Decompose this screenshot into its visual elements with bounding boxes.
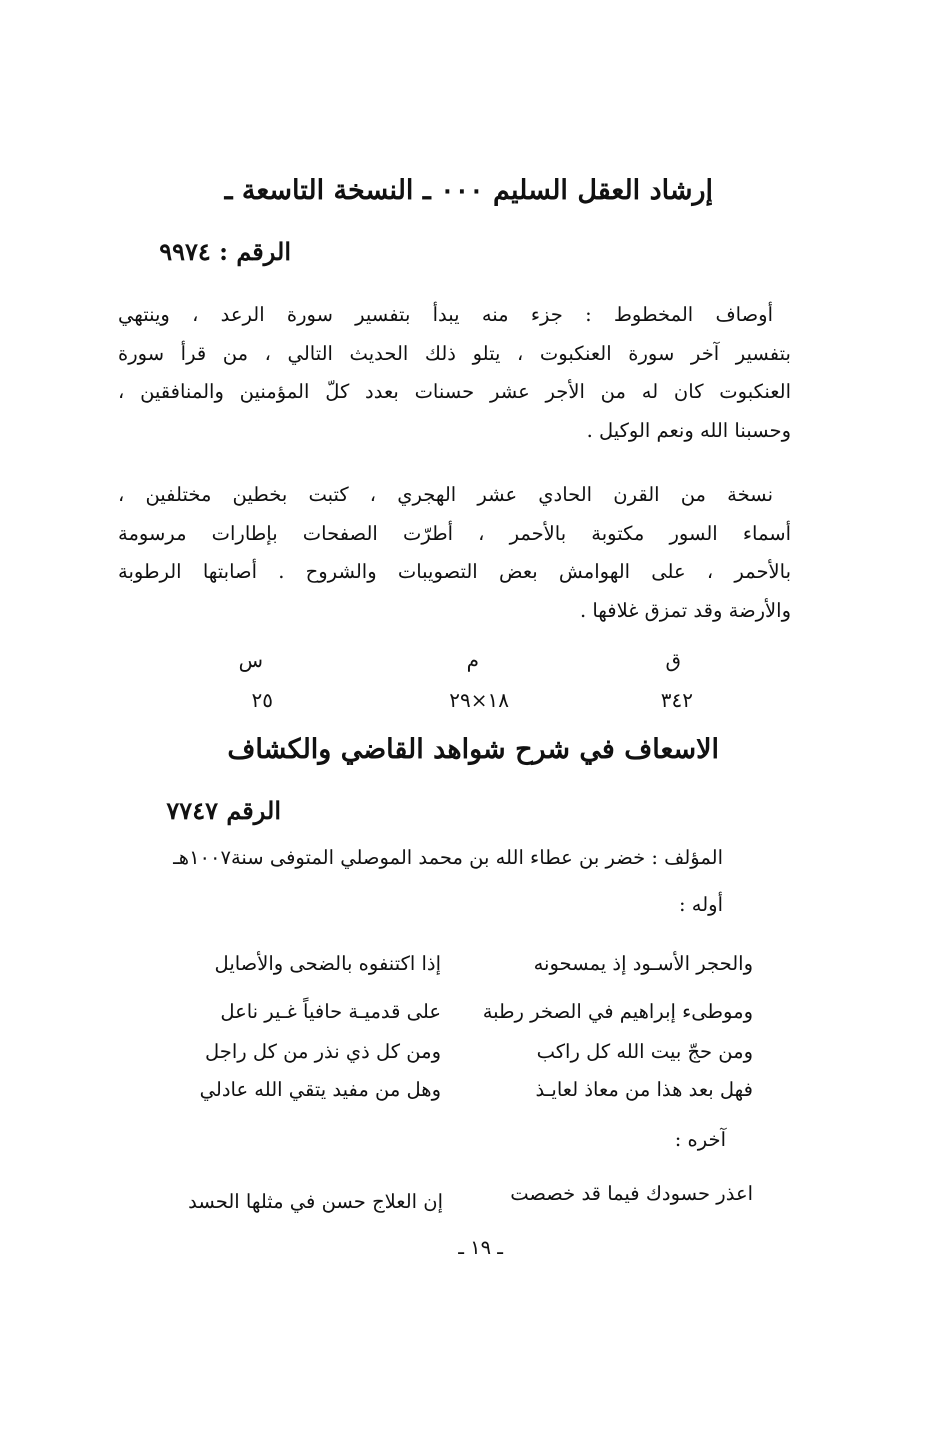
- section1-title: إرشاد العقل السليم ٠٠٠ ـ النسخة التاسعة ـ: [224, 175, 713, 206]
- description-line: وحسبنا الله ونعم الوكيل .: [586, 418, 791, 442]
- verse-right: والحجر الأسـود إذ يمسحونه: [533, 952, 753, 975]
- ending-verse-left: إن العلاج حسن في مثلها الحسد: [188, 1190, 443, 1213]
- verse-right: فهل بعد هذا من معاذ لعايـذ: [535, 1078, 753, 1101]
- section1-copy-details: [118, 476, 791, 630]
- section2-title: الاسعاف في شرح شواهد القاضي والكشاف: [227, 734, 719, 765]
- stats-header-lines: س: [238, 648, 263, 672]
- page-number: ـ ١٩ ـ: [458, 1236, 503, 1259]
- copy-line: أسماء السور مكتوبة بالأحمر ، أطرّت الصفحات بإطارات مرسومة: [118, 521, 791, 545]
- beginning-label: أوله :: [679, 893, 723, 916]
- verse-right: ومن حجّ بيت الله كل راكب: [536, 1040, 753, 1063]
- copy-line: بالأحمر ، على الهوامش بعض التصويبات والشروح . أصابتها الرطوبة: [118, 560, 791, 584]
- verse-left: على قدميـة حافياً غـير ناعل: [220, 1000, 441, 1023]
- stats-header-pages: ق: [665, 648, 681, 672]
- stats-value-pages: ٣٤٢: [660, 688, 693, 712]
- description-line: بتفسير آخر سورة العنكبوت ، يتلو ذلك الحديث التالي ، من قرأ سورة: [118, 341, 791, 365]
- verse-left: إذا اكتنفوه بالضحى والأصايل: [214, 952, 441, 975]
- section1-description: [118, 296, 791, 450]
- section2-number: الرقم ٧٧٤٧: [166, 796, 281, 825]
- description-line: أوصاف المخطوط : جزء منه يبدأ بتفسير سورة الرعد ، وينتهي: [118, 303, 773, 326]
- section1-number: الرقم : ٩٩٧٤: [159, 237, 291, 266]
- verse-left: وهل من مفيد يتقي الله عادلي: [199, 1078, 441, 1101]
- verse-right: وموطىء إبراهيم في الصخر رطبة: [482, 1000, 753, 1023]
- ending-verse-right: اعذر حسودك فيما قد خصصت: [510, 1182, 753, 1205]
- stats-value-lines: ٢٥: [251, 688, 273, 712]
- stats-header-size: م: [466, 648, 479, 672]
- stats-value-size: ١٨×٢٩: [449, 688, 509, 712]
- verse-left: ومن كل ذي نذر من كل راجل: [205, 1040, 441, 1063]
- ending-label: آخره :: [674, 1128, 726, 1151]
- description-line: العنكبوت كان له من الأجر عشر حسنات بعدد كلّ المؤمنين والمنافقين ،: [118, 380, 791, 404]
- copy-line: نسخة من القرن الحادي عشر الهجري ، كتبت بخطين مختلفين ،: [118, 483, 773, 506]
- copy-line: والأرضة وقد تمزق غلافها .: [579, 598, 791, 622]
- author-line: المؤلف : خضر بن عطاء الله بن محمد الموصلي المتوفى سنة١٠٠٧هـ: [173, 846, 723, 869]
